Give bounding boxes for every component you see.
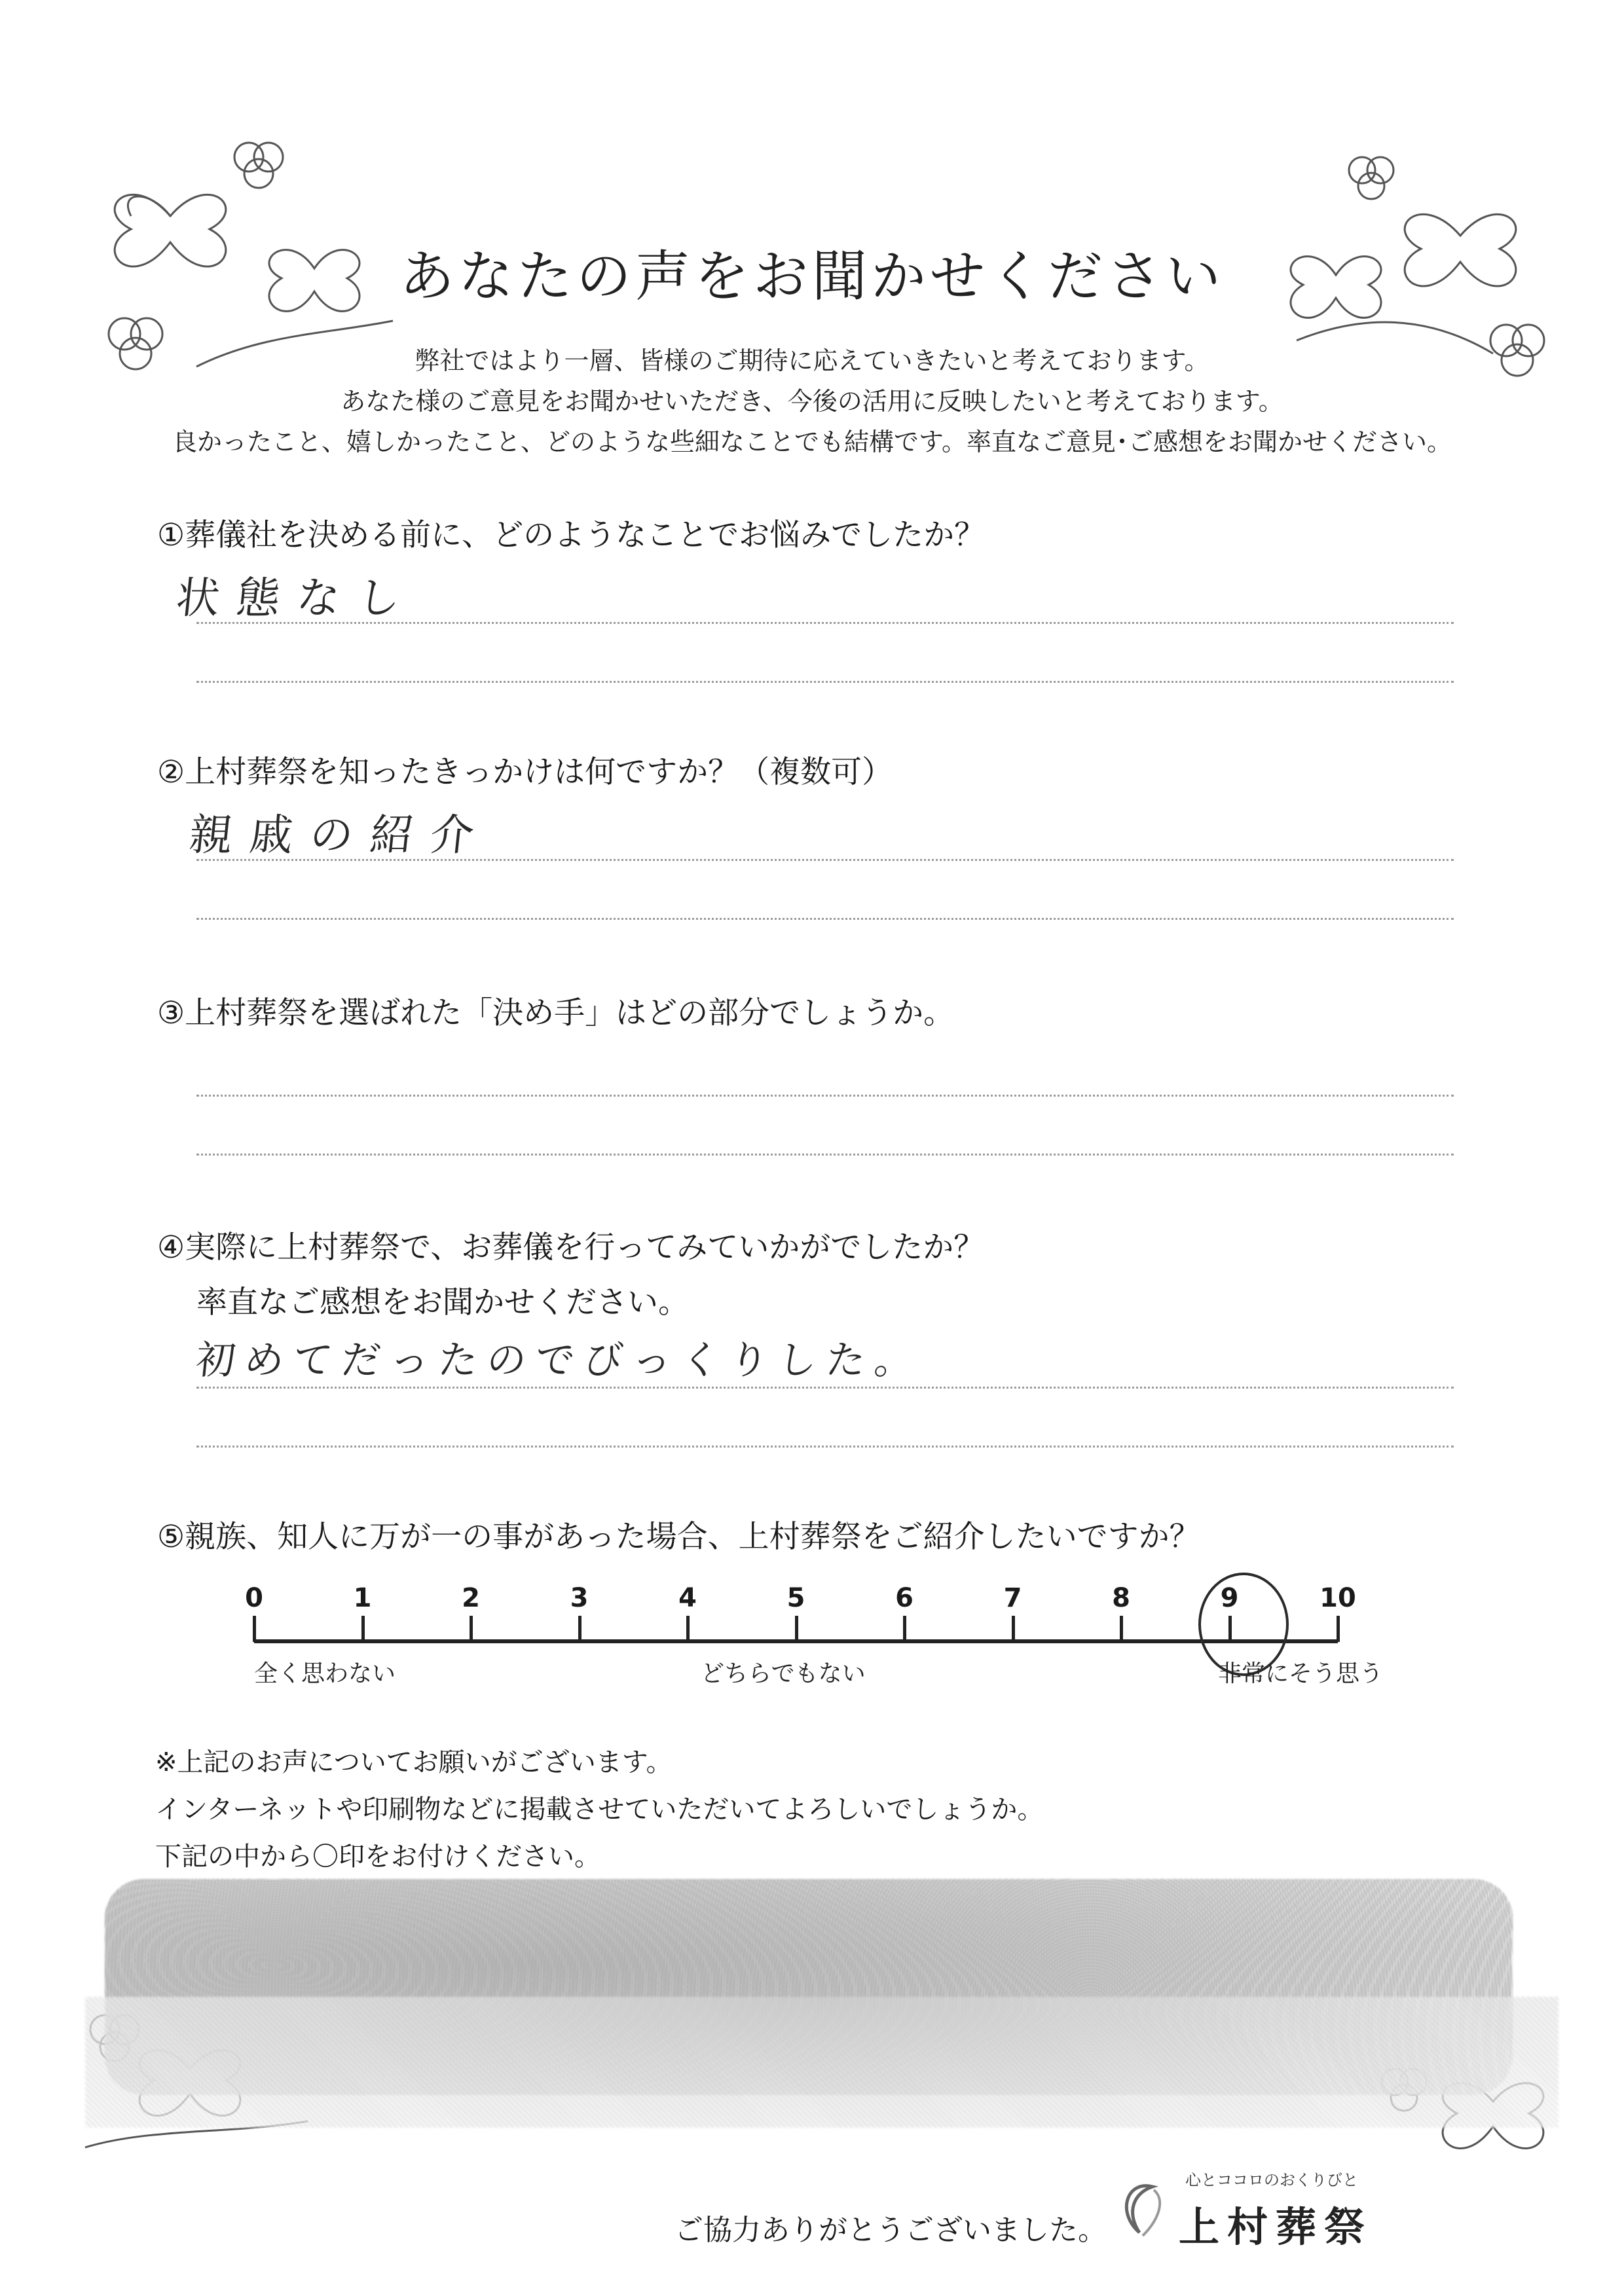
scale-number[interactable]: 9 xyxy=(1220,1583,1239,1613)
scale-tick[interactable] xyxy=(253,1616,256,1642)
scale-tick[interactable] xyxy=(795,1616,798,1642)
scale-number[interactable]: 3 xyxy=(570,1583,589,1613)
scale-label-low: 全く思わない xyxy=(254,1660,396,1687)
scale-tick[interactable] xyxy=(578,1616,581,1642)
logo-tagline: 心とココロのおくりびと xyxy=(1185,2171,1358,2189)
answer-line xyxy=(196,1446,1454,1448)
question-4-subtext: 率直なご感想をお聞かせください。 xyxy=(196,1285,689,1321)
scale-label-high: 非常にそう思う xyxy=(1218,1660,1384,1687)
answer-line xyxy=(196,622,1454,624)
scale-number[interactable]: 10 xyxy=(1320,1583,1356,1613)
scale-tick[interactable] xyxy=(470,1616,473,1642)
scale-label-mid: どちらでもない xyxy=(701,1660,866,1687)
answer-1[interactable]: 状態なし xyxy=(174,573,420,623)
scale-number[interactable]: 4 xyxy=(678,1583,697,1613)
answer-line xyxy=(196,681,1454,683)
scale-tick[interactable] xyxy=(1120,1616,1123,1642)
answer-line xyxy=(196,1387,1454,1389)
answer-line xyxy=(196,1154,1454,1156)
question-1: ①葬儀社を決める前に、どのようなことでお悩みでしたか？ xyxy=(157,517,986,553)
note-line-1: ※上記のお声についてお願いがございます。 xyxy=(155,1747,673,1777)
scale-tick[interactable] xyxy=(1012,1616,1015,1642)
redacted-area-fade xyxy=(85,1997,1559,2128)
scale-number[interactable]: 7 xyxy=(1003,1583,1022,1613)
scale-number[interactable]: 0 xyxy=(245,1583,263,1613)
answer-line xyxy=(196,859,1454,861)
answer-line xyxy=(196,918,1454,920)
answer-2[interactable]: 親戚の紹介 xyxy=(187,810,494,860)
scale-number[interactable]: 8 xyxy=(1112,1583,1130,1613)
question-3: ③上村葬祭を選ばれた「決め手」はどの部分でしょうか。 xyxy=(157,995,955,1031)
scale-tick[interactable] xyxy=(361,1616,365,1642)
scale-tick[interactable] xyxy=(1337,1616,1340,1642)
thanks-message: ご協力ありがとうございました。 xyxy=(674,2214,1107,2247)
scale-number[interactable]: 2 xyxy=(462,1583,480,1613)
answer-line xyxy=(196,1095,1454,1097)
heart-logo-icon xyxy=(1113,2174,1172,2246)
scale-number[interactable]: 5 xyxy=(786,1583,805,1613)
scale-number[interactable]: 1 xyxy=(353,1583,372,1613)
note-line-3: 下記の中から〇印をお付けください。 xyxy=(155,1842,600,1872)
answer-4[interactable]: 初めてだったのでびっくりした。 xyxy=(193,1338,926,1383)
note-line-2: インターネットや印刷物などに掲載させていただいてよろしいでしょうか。 xyxy=(155,1795,1044,1825)
page-title: あなたの声をお聞かせください xyxy=(399,244,1225,308)
scale-tick[interactable] xyxy=(686,1616,690,1642)
logo-name: 上村葬祭 xyxy=(1179,2203,1373,2251)
intro-line-2: あなた様のご意見をお聞かせいただき、今後の活用に反映したいと考えております。 xyxy=(341,387,1283,416)
question-4: ④実際に上村葬祭で、お葬儀を行ってみていかがでしたか？ xyxy=(157,1230,985,1266)
question-5: ⑤親族、知人に万が一の事があった場合、上村葬祭をご紹介したいですか？ xyxy=(157,1519,1200,1555)
intro-line-1: 弊社ではより一層、皆様のご期待に応えていきたいと考えております。 xyxy=(415,346,1209,375)
scale-tick[interactable] xyxy=(903,1616,906,1642)
question-2: ②上村葬祭を知ったきっかけは何ですか？（複数可） xyxy=(157,754,893,790)
scale-number[interactable]: 6 xyxy=(895,1583,913,1613)
intro-line-3: 良かったこと、嬉しかったこと、どのような些細なことでも結構です。率直なご意見･ご感想をお聞かせください。 xyxy=(172,428,1452,456)
